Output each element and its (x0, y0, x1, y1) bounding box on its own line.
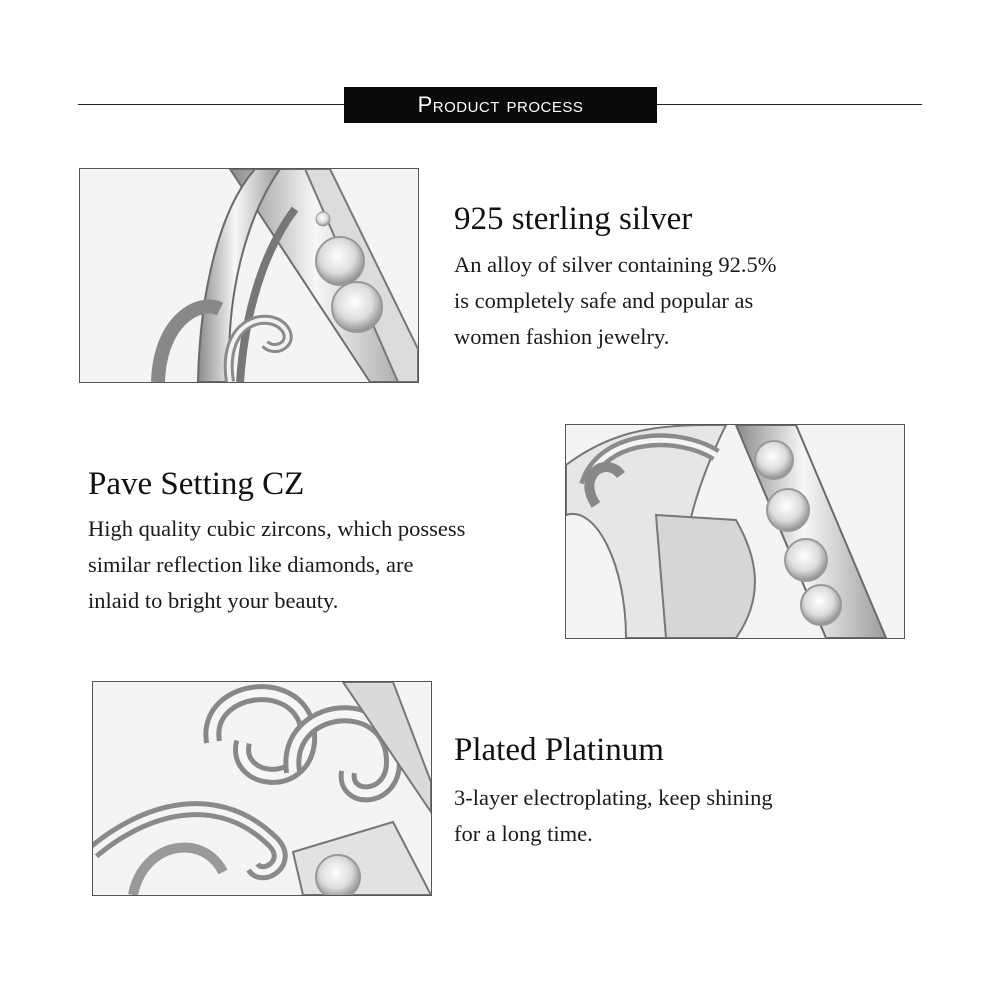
product-photo-silver (79, 168, 419, 383)
product-photo-cz (565, 424, 905, 639)
section-3-line: 3-layer electroplating, keep shining (454, 785, 773, 810)
section-3-description (454, 780, 773, 852)
section-1-line: is completely safe and popular as (454, 288, 754, 313)
section-2-line: inlaid to bright your beauty. (88, 588, 339, 613)
section-1-title: 925 sterling silver (454, 201, 693, 237)
section-2-title: Pave Setting CZ (88, 466, 305, 502)
section-1-description (454, 247, 776, 355)
header-rule-left (78, 104, 346, 105)
section-1-line: An alloy of silver containing 92.5% (454, 252, 777, 277)
section-1-line: women fashion jewelry. (454, 324, 670, 349)
section-banner (344, 87, 657, 123)
section-2-description (88, 511, 465, 619)
section-3-title: Plated Platinum (454, 732, 664, 768)
banner-title: Product process (417, 92, 584, 117)
section-3-line: for a long time. (454, 821, 593, 846)
header-rule-right (656, 104, 922, 105)
section-2-line: similar reflection like diamonds, are (88, 552, 414, 577)
section-2-line: High quality cubic zircons, which possess (88, 516, 466, 541)
product-photo-platinum (92, 681, 432, 896)
